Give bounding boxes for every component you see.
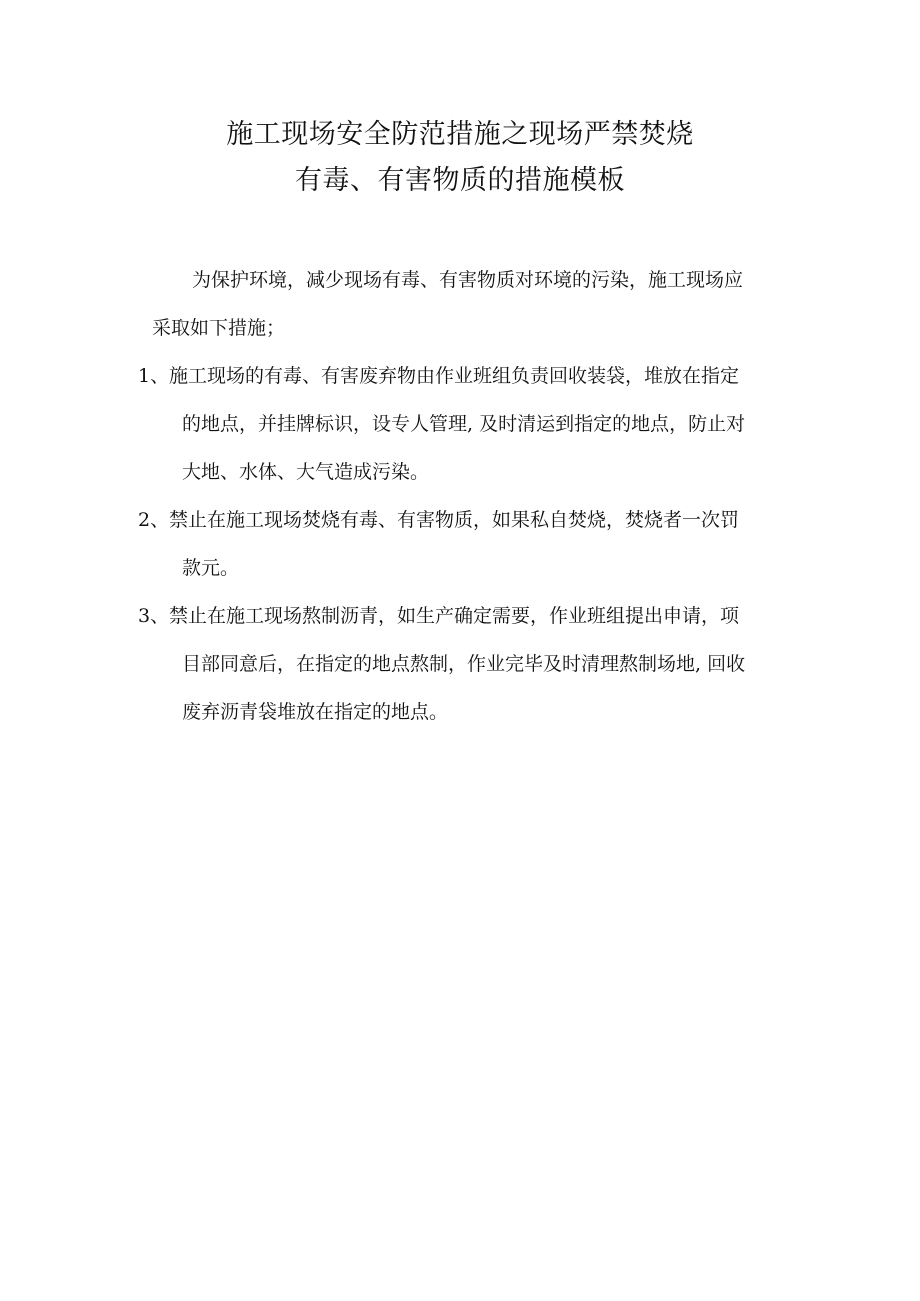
item-number: 3、 — [138, 605, 170, 627]
measure-item-3 — [138, 592, 778, 736]
item-line: 款元。 — [182, 557, 240, 579]
item-number: 1、 — [138, 365, 170, 387]
item-line: 废弃沥青袋堆放在指定的地点。 — [182, 701, 449, 723]
item-line: 禁止在施工现场焚烧有毒、有害物质，如果私自焚烧，焚烧者一次罚 — [169, 509, 740, 531]
intro-paragraph-line-1: 为保护环境，减少现场有毒、有害物质对环境的污染，施工现场应 — [192, 269, 744, 291]
title-line-2: 有毒、有害物质的措施模板 — [295, 165, 625, 196]
document-title — [0, 112, 920, 204]
item-line: 目部同意后，在指定的地点熬制，作业完毕及时清理熬制场地, 回收 — [182, 653, 746, 675]
item-number: 2、 — [138, 509, 170, 531]
measure-item-1 — [138, 352, 778, 496]
title-line-1: 施工现场安全防范措施之现场严禁焚烧 — [226, 119, 694, 150]
item-line: 禁止在施工现场熬制沥青，如生产确定需要，作业班组提出申请，项 — [169, 605, 740, 627]
item-line: 的地点，并挂牌标识，设专人管理, 及时清运到指定的地点，防止对 — [182, 413, 746, 435]
item-line: 施工现场的有毒、有害废弃物由作业班组负责回收装袋，堆放在指定 — [169, 365, 740, 387]
intro-paragraph-line-2: 采取如下措施； — [152, 317, 286, 339]
measure-item-2 — [138, 496, 778, 592]
item-line: 大地、水体、大气造成污染。 — [182, 461, 430, 483]
